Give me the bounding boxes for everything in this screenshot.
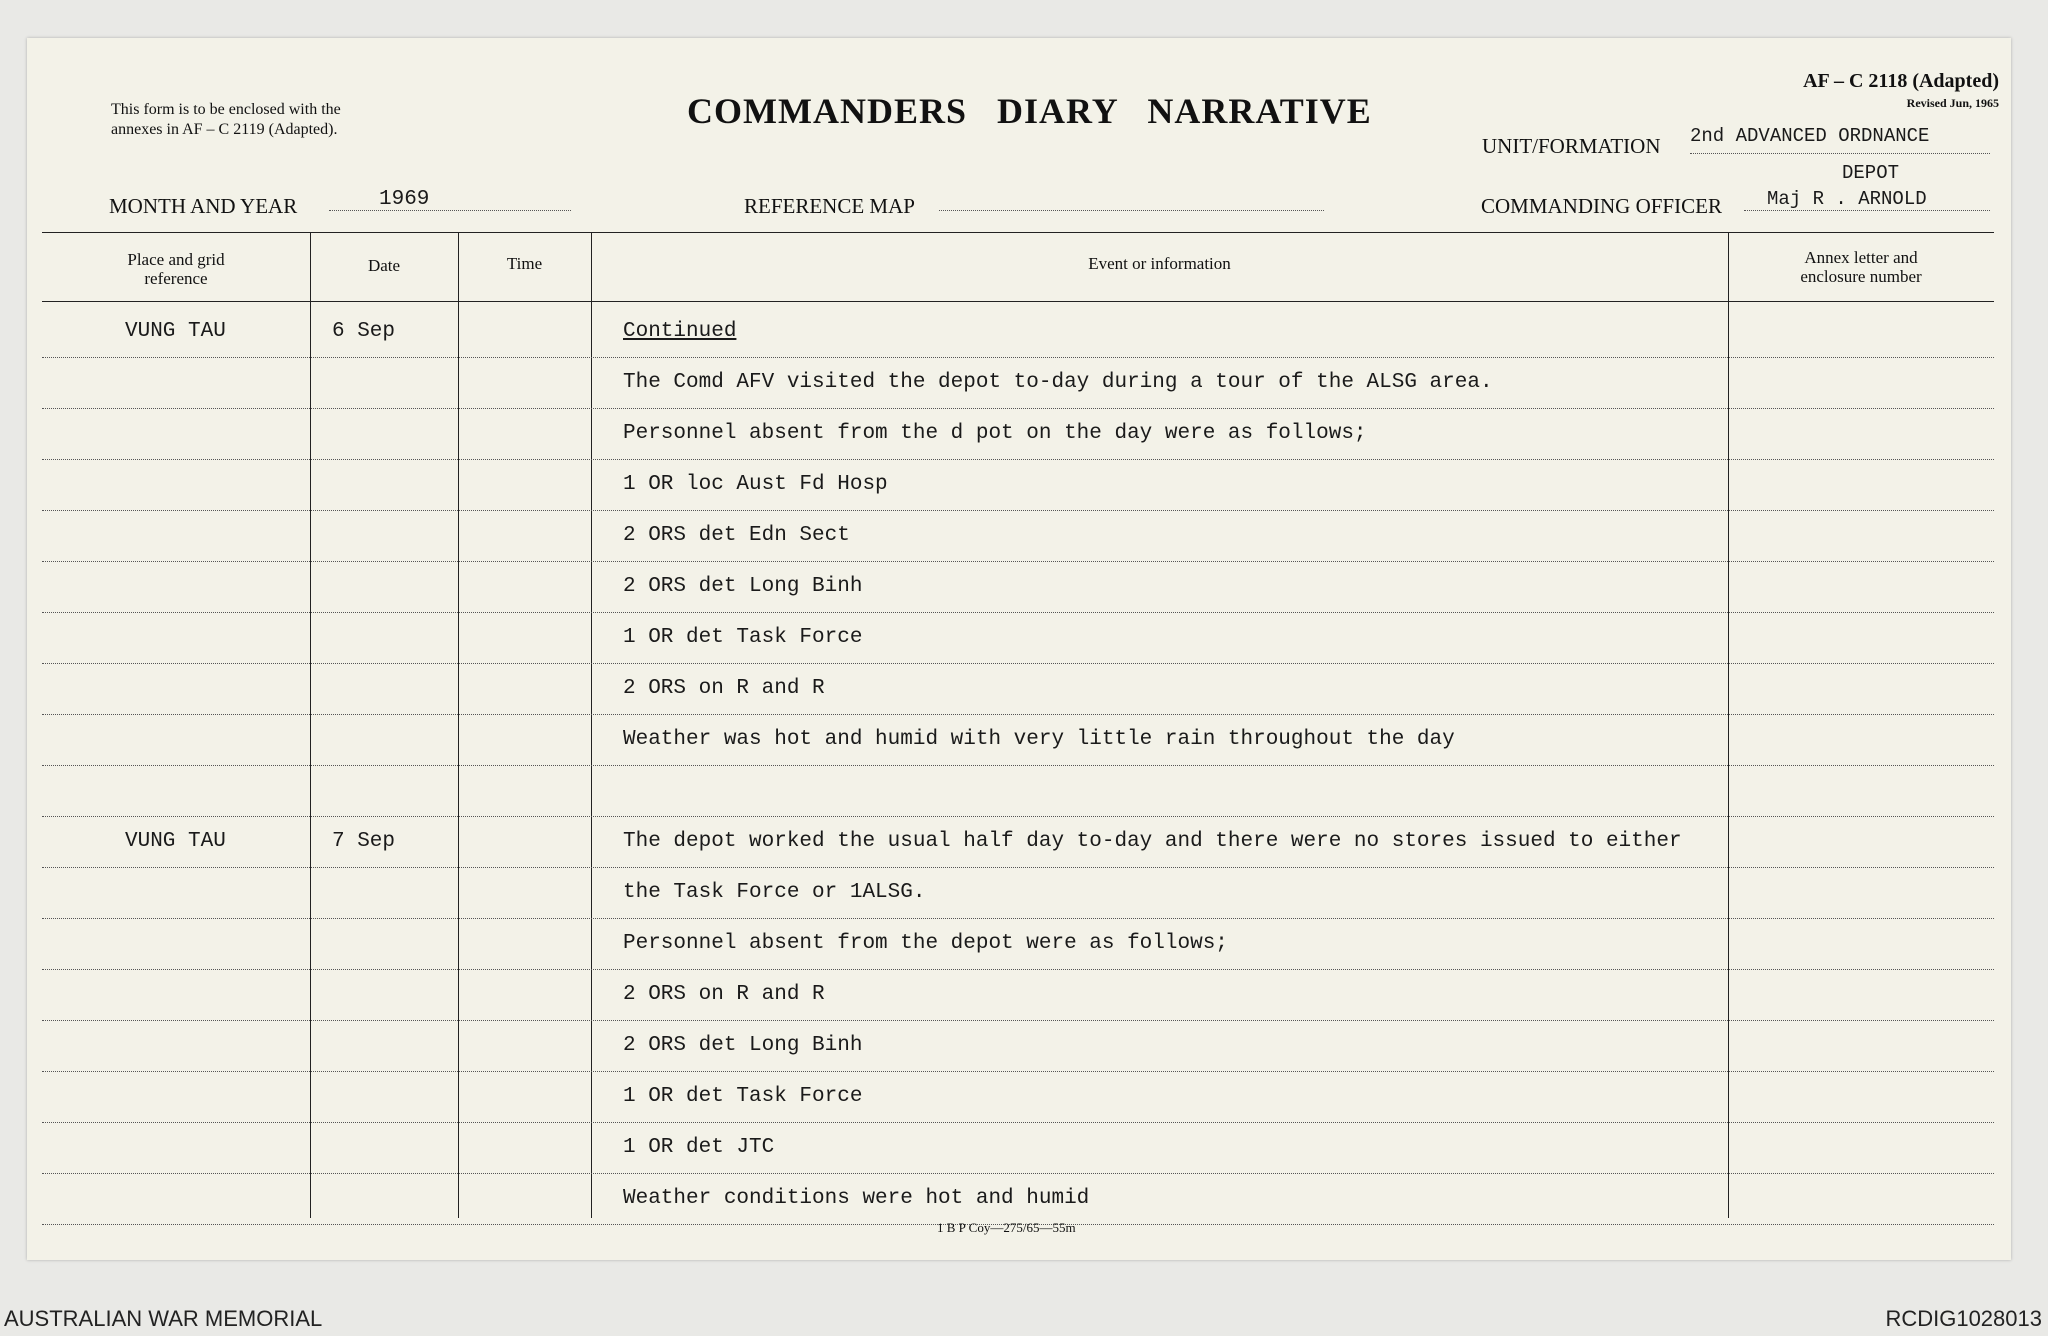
table-row: [27, 1175, 2011, 1226]
unit-formation-value: 2nd ADVANCED ORDNANCE: [1690, 125, 1930, 147]
month-year-value: 1969: [379, 188, 430, 211]
row-dotted-line: [42, 765, 1994, 766]
row-dotted-line: [42, 918, 1994, 919]
archive-id: RCDIG1028013: [1885, 1306, 2042, 1331]
unit-formation-label: UNIT/FORMATION: [1482, 134, 1661, 158]
form-number: AF – C 2118 (Adapted): [1803, 70, 1999, 92]
table-row: [27, 1022, 2011, 1073]
table-row: [27, 410, 2011, 461]
form-title: COMMANDERS DIARY NARRATIVE: [687, 91, 1372, 131]
place-cell: VUNG TAU: [125, 830, 226, 853]
table-row: [27, 614, 2011, 665]
event-cell: The Comd AFV visited the depot to-day during a tour of the ALSG area.: [623, 371, 1493, 394]
table-row: [27, 512, 2011, 563]
table-row: [27, 1124, 2011, 1175]
header-time: Time: [506, 254, 543, 273]
table-row: [27, 563, 2011, 614]
event-cell: 1 OR det JTC: [623, 1136, 775, 1159]
row-dotted-line: [42, 867, 1994, 868]
revised-date: Revised Jun, 1965: [1906, 96, 1999, 110]
month-year-line: [329, 210, 571, 211]
event-cell: 2 ORS det Long Binh: [623, 1034, 863, 1057]
row-dotted-line: [42, 459, 1994, 460]
table-top-border: [42, 232, 1994, 233]
row-dotted-line: [42, 510, 1994, 511]
event-cell: 2 ORS on R and R: [623, 983, 825, 1006]
diary-sheet: [27, 38, 2011, 1260]
place-cell: VUNG TAU: [125, 320, 226, 343]
header-place: [42, 250, 310, 288]
table-row: [27, 308, 2011, 359]
event-cell: the Task Force or 1ALSG.: [623, 881, 926, 904]
enclosure-note-line2: annexes in AF – C 2119 (Adapted).: [111, 121, 338, 138]
header-event: Event or information: [1088, 254, 1231, 273]
header-place-line1: Place and grid: [127, 250, 225, 269]
row-dotted-line: [42, 408, 1994, 409]
table-row: [27, 716, 2011, 767]
event-cell: Weather conditions were hot and humid: [623, 1187, 1090, 1210]
event-cell: The depot worked the usual half day to-day and there were no stores issued to either: [623, 830, 1682, 853]
row-dotted-line: [42, 1122, 1994, 1123]
table-row: [27, 869, 2011, 920]
enclosure-note: [111, 100, 341, 140]
table-row: [27, 665, 2011, 716]
table-row: [27, 767, 2011, 818]
enclosure-note-line1: This form is to be enclosed with the: [111, 101, 341, 118]
date-cell: 7 Sep: [332, 830, 396, 853]
row-dotted-line: [42, 714, 1994, 715]
commanding-officer-line: [1744, 210, 1990, 211]
archive-credit: AUSTRALIAN WAR MEMORIAL: [4, 1306, 323, 1331]
commanding-officer-label: COMMANDING OFFICER: [1481, 194, 1722, 218]
table-row: [27, 1073, 2011, 1124]
date-cell: 6 Sep: [332, 320, 396, 343]
event-cell: Personnel absent from the depot were as follows;: [623, 932, 1228, 955]
table-row: [27, 461, 2011, 512]
event-cell: 1 OR det Task Force: [623, 1085, 863, 1108]
header-date: Date: [367, 256, 401, 275]
table-row: [27, 359, 2011, 410]
row-dotted-line: [42, 1173, 1994, 1174]
row-dotted-line: [42, 663, 1994, 664]
reference-map-label: REFERENCE MAP: [744, 194, 915, 218]
row-dotted-line: [42, 816, 1994, 817]
row-dotted-line: [42, 561, 1994, 562]
event-cell: Personnel absent from the d pot on the day were as follows;: [623, 422, 1367, 445]
reference-map-line: [939, 210, 1324, 211]
printer-note: 1 B P Coy—275/65—55m: [937, 1220, 1076, 1235]
table-header-border: [42, 301, 1994, 302]
header-annex: [1728, 248, 1994, 286]
event-cell: Weather was hot and humid with very little rain throughout the day: [623, 728, 1455, 751]
month-year-label: MONTH AND YEAR: [109, 194, 298, 218]
row-dotted-line: [42, 1020, 1994, 1021]
row-dotted-line: [42, 969, 1994, 970]
header-place-line2: reference: [144, 269, 208, 288]
event-cell: 2 ORS det Long Binh: [623, 575, 863, 598]
event-cell: 1 OR loc Aust Fd Hosp: [623, 473, 888, 496]
table-row: [27, 920, 2011, 971]
row-dotted-line: [42, 1071, 1994, 1072]
event-cell: 2 ORS on R and R: [623, 677, 825, 700]
commanding-officer-value: Maj R . ARNOLD: [1767, 188, 1927, 210]
unit-formation-line: [1690, 153, 1990, 154]
row-dotted-line: [42, 357, 1994, 358]
event-cell: Continued: [623, 320, 737, 343]
event-cell: 1 OR det Task Force: [623, 626, 863, 649]
table-row: [27, 971, 2011, 1022]
header-annex-line2: enclosure number: [1800, 267, 1922, 286]
unit-formation-value-line2: DEPOT: [1842, 162, 1900, 184]
event-cell: 2 ORS det Edn Sect: [623, 524, 850, 547]
row-dotted-line: [42, 612, 1994, 613]
table-row: [27, 818, 2011, 869]
header-annex-line1: Annex letter and: [1804, 248, 1918, 267]
